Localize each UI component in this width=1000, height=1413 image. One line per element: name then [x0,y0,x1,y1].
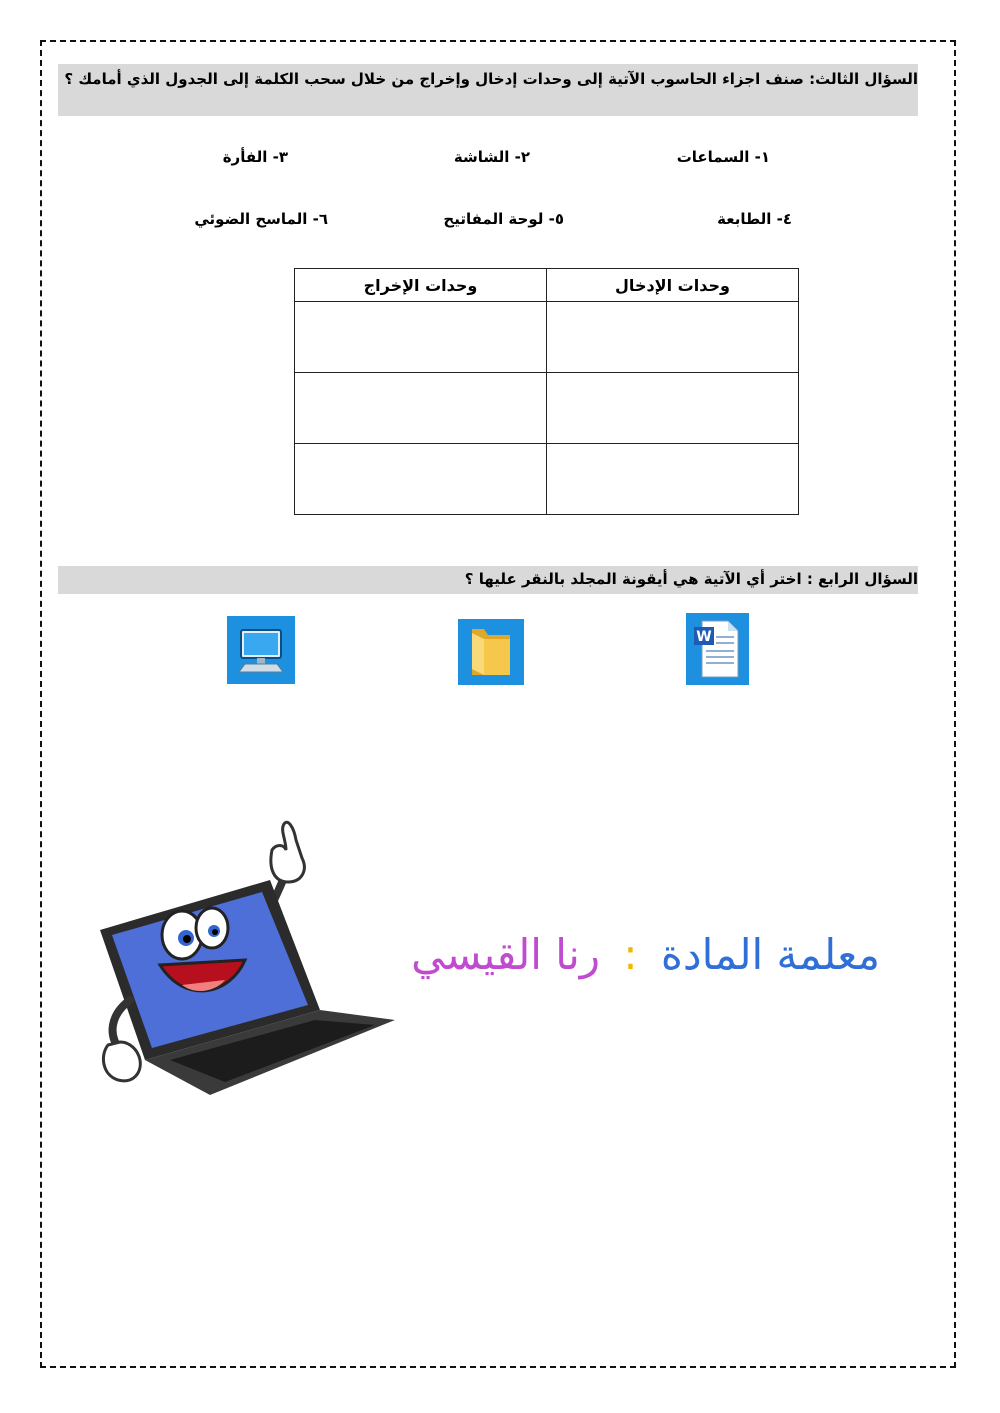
input-units-header: وحدات الإدخال [547,269,799,302]
output-drop-cell[interactable] [295,444,547,515]
signature-part1: معلمة المادة [660,930,880,979]
input-drop-cell[interactable] [547,302,799,373]
drag-item-keyboard[interactable]: ٥- لوحة المفاتيح [443,210,564,228]
signature-part2: رنا القيسي [411,930,601,979]
folder-icon[interactable] [458,619,524,685]
teacher-signature [400,930,880,1000]
drag-item-speakers[interactable]: ١- السماعات [676,148,770,166]
classification-table [294,268,799,515]
laptop-cartoon-image [90,810,400,1100]
page-border [40,40,956,1368]
output-drop-cell[interactable] [295,373,547,444]
drag-item-printer[interactable]: ٤- الطابعة [717,210,792,228]
svg-text:W: W [696,629,712,645]
question-3-heading [58,64,918,116]
input-drop-cell[interactable] [547,444,799,515]
question-4-heading [58,566,918,594]
question-4-text: السؤال الرابع : اختر أي الآتية هي أيقونة المجلد بالنقر عليها ؟ [464,570,918,588]
drag-item-mouse[interactable]: ٣- الفأرة [222,148,288,166]
input-drop-cell[interactable] [547,373,799,444]
drag-item-scanner[interactable]: ٦- الماسح الضوئي [194,210,328,228]
drag-item-screen[interactable]: ٢- الشاشة [453,148,530,166]
word-document-icon[interactable] [686,613,749,685]
computer-icon[interactable] [227,616,295,684]
output-drop-cell[interactable] [295,302,547,373]
signature-separator: : [623,930,638,979]
question-3-text: السؤال الثالث: صنف اجزاء الحاسوب الآتية إلى وحدات إدخال وإخراج من خلال سحب الكلمة إلى الجدول الذي أمامك ؟ [64,70,918,88]
output-units-header: وحدات الإخراج [295,269,547,302]
